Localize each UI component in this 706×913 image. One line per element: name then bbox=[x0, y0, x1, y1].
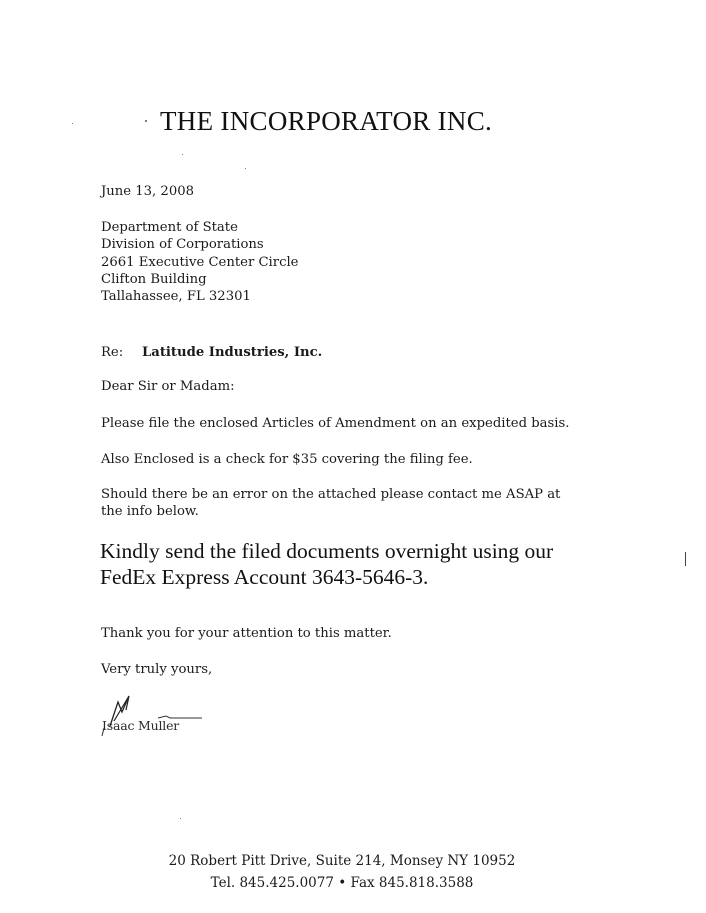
body-paragraph: Also Enclosed is a check for $35 covering the filing fee. bbox=[101, 452, 473, 467]
scan-speck bbox=[72, 123, 73, 124]
scan-speck bbox=[182, 154, 183, 155]
letterhead-company-name: THE INCORPORATOR INC. bbox=[160, 106, 493, 136]
footer-contact: Tel. 845.425.0077 • Fax 845.818.3588 bbox=[210, 875, 474, 891]
re-label: Re: bbox=[101, 345, 124, 360]
thanks-line: Thank you for your attention to this matter. bbox=[101, 626, 392, 641]
valediction: Very truly yours, bbox=[101, 662, 213, 677]
emphasis-line: FedEx Express Account 3643-5646-3. bbox=[100, 565, 429, 589]
letter-date: June 13, 2008 bbox=[101, 184, 194, 199]
emphasis-line: Kindly send the filed documents overnight using our bbox=[100, 539, 554, 563]
footer-address: 20 Robert Pitt Drive, Suite 214, Monsey NY 10952 bbox=[168, 853, 516, 869]
signature-name: Isaac Muller bbox=[102, 718, 180, 733]
recipient-line: 2661 Executive Center Circle bbox=[101, 255, 299, 270]
recipient-line: Department of State bbox=[101, 220, 238, 235]
scan-mark bbox=[685, 552, 686, 566]
re-subject: Latitude Industries, Inc. bbox=[142, 345, 323, 360]
body-paragraph: the info below. bbox=[101, 504, 199, 519]
recipient-line: Division of Corporations bbox=[101, 237, 264, 252]
recipient-line: Tallahassee, FL 32301 bbox=[101, 289, 251, 304]
recipient-line: Clifton Building bbox=[101, 272, 207, 287]
body-paragraph: Should there be an error on the attached please contact me ASAP at bbox=[101, 487, 561, 502]
scan-speck bbox=[145, 120, 147, 122]
scan-speck bbox=[180, 818, 181, 819]
scan-speck bbox=[245, 168, 246, 169]
body-paragraph: Please file the enclosed Articles of Amendment on an expedited basis. bbox=[101, 416, 570, 431]
salutation: Dear Sir or Madam: bbox=[101, 379, 235, 394]
